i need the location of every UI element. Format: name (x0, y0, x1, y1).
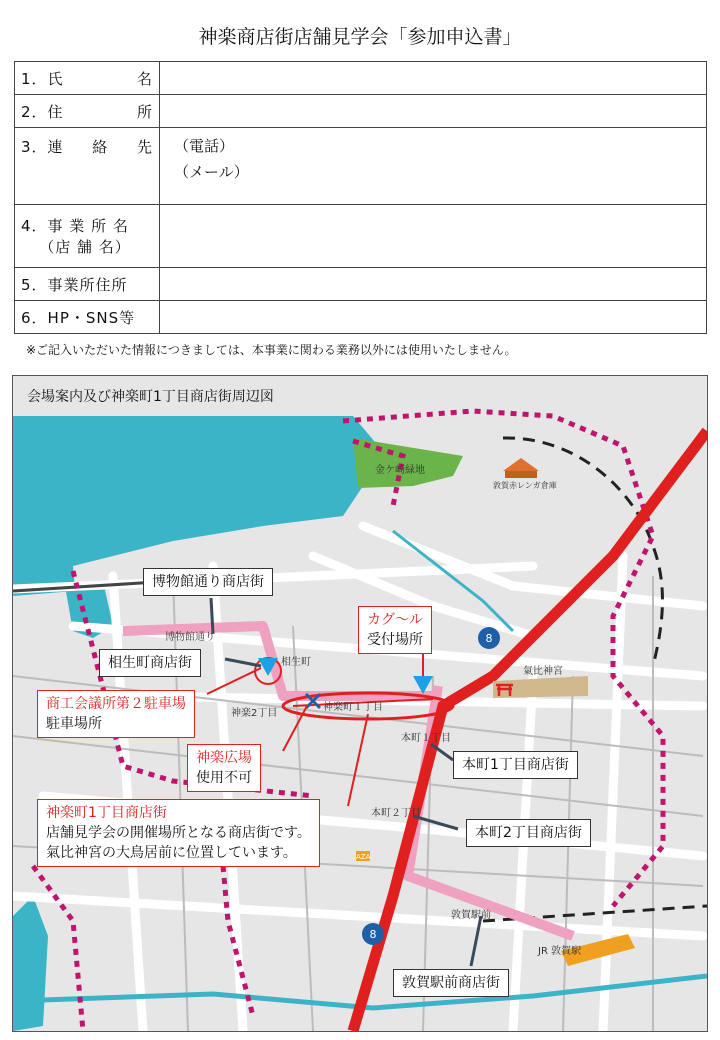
kanegasaki-label: 金ケ崎緑地 (375, 465, 425, 476)
address-label: 2．住 所 (15, 95, 160, 128)
hp-sns-label: 6．HP・SNS等 (15, 301, 160, 334)
callout-kagura-title: 神楽町1丁目商店街 (46, 805, 167, 821)
callout-honmachi1: 本町1丁目商店街 (453, 751, 578, 779)
jr-station-label: JR 敦賀駅 (538, 946, 582, 957)
area-map (12, 375, 708, 1032)
contact-label: 3．連 絡 先 (15, 128, 160, 205)
contact-mail-label: （メール） (174, 163, 249, 181)
tsuruga-ekimae-label: 敦賀駅前 (451, 910, 491, 921)
business-address-field[interactable] (160, 268, 707, 301)
application-form (14, 61, 707, 334)
business-name-label: 4．事 業 所 名 （店 舗 名） (15, 205, 160, 268)
callout-shoko-parking (37, 690, 195, 738)
honmachi-1-label: 本町１丁目 (401, 733, 451, 744)
callout-hiroba-title: 神楽広場 (196, 750, 252, 766)
honmachi-2-label: 本町２丁目 (371, 808, 421, 819)
callout-aioi: 相生町商店街 (99, 649, 201, 677)
callout-kaguru-title: カグ～ル (367, 612, 423, 628)
callout-shoko-sub: 駐車場所 (46, 716, 102, 732)
svg-text:8: 8 (485, 632, 493, 645)
callout-hiroba-sub: 使用不可 (196, 770, 252, 786)
callout-kagura (37, 799, 320, 867)
hp-sns-field[interactable] (160, 301, 707, 334)
callout-kaguru-sub: 受付場所 (367, 632, 423, 648)
callout-kaguru (358, 606, 432, 654)
kagura-1chome-label: 神楽町１丁目 (323, 702, 383, 713)
renga-label: 敦賀赤レンガ倉庫 (493, 481, 557, 490)
kehi-jingu-label: 氣比神宮 (523, 666, 563, 677)
name-field[interactable] (160, 62, 707, 95)
callout-hakubutsukan: 博物館通り商店街 (143, 568, 273, 596)
callout-kagura-line2: 氣比神宮の大鳥居前に位置しています。 (46, 845, 297, 861)
privacy-note: ※ご記入いただいた情報につきましては、本事業に関わる業務以外には使用いたしません。 (26, 343, 517, 357)
svg-text:8: 8 (369, 928, 377, 941)
kagura-2chome-label: 神楽2丁目 (231, 708, 278, 719)
business-name-field[interactable] (160, 205, 707, 268)
svg-text:AZA: AZA (356, 853, 371, 861)
callout-kagura-line1: 店舗見学会の開催場所となる商店街です。 (46, 825, 311, 841)
callout-hiroba (187, 744, 261, 792)
map-title: 会場案内及び神楽町1丁目商店街周辺図 (27, 389, 274, 405)
callout-shoko-title: 商工会議所第２駐車場 (46, 696, 186, 712)
name-label: 1．氏 名 (15, 62, 160, 95)
callout-ekimae: 敦賀駅前商店街 (393, 969, 509, 997)
page-title: 神楽商店街店舗見学会「参加申込書」 (198, 26, 522, 48)
business-address-label: 5．事業所住所 (15, 268, 160, 301)
address-field[interactable] (160, 95, 707, 128)
aioi-label: 相生町 (281, 657, 311, 668)
hakubutsukan-street-label: 博物館通り (165, 632, 215, 643)
callout-honmachi2: 本町2丁目商店街 (466, 819, 591, 847)
contact-phone-label: （電話） (174, 137, 235, 155)
contact-field[interactable] (160, 128, 707, 205)
